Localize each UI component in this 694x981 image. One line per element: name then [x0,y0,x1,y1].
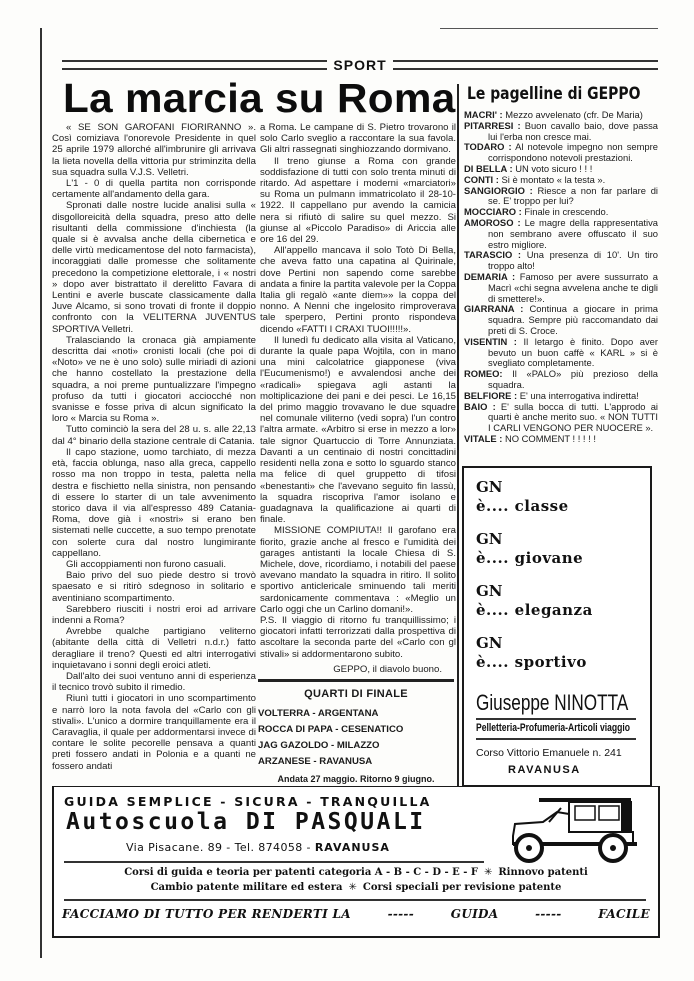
shop-categories: Pelletteria-Profumeria-Articoli viaggio [476,722,631,734]
paragraph: Riunì tutti i giocatori in uno scompartimento e narrò loro la nota favola del «Carlo con gli stivali». L'unico a dormire tranquillamente era il Caravaglia, il quale per addormentarsi invece di contare le solite pecorelle pensava a quanti preti fossero andati in Polonia e a quanti ne fossero andati [52,693,256,772]
courses-text: Corsi speciali per revisione patente [362,882,562,893]
address-city: RAVANUSA [314,841,390,854]
gn-slogan: è.... sportivo [476,653,587,671]
paragraph: MISSIONE COMPIUTA!! Il garofano era fiorito, grazie anche al fresco e l'umidità dei garages antistanti la locale Chiesa di S. Michele, dove, ricordiamo, i notabili del paese avevano mandato la squadra in ritiro. Il solito sportivo anticlericale sminuendo tali meriti sardonicamente commentava : «Meglio un Carlo oggi che un Carlino domani!». [260,525,456,615]
gn-logo: GN [476,530,503,548]
autoscuola-advertisement [52,786,660,938]
gn-slogan-block [476,478,569,516]
player-name: TODARO : [464,141,512,153]
asterisk-icon: ✳ [348,882,357,893]
courses-text: Cambio patente militare ed estera [150,882,343,893]
driving-school-tagline [62,907,650,921]
player-name: MOCCIARO : [464,206,522,218]
rating-text: Le magre della rappresentativa non sembrano avere offuscato il suo estro migliore. [488,216,658,250]
player-name: BELFIORE : [464,389,518,401]
pagelline-list [464,110,658,445]
quarti-match: VOLTERRA - ARGENTANA [258,708,379,719]
gn-slogan: è.... giovane [476,549,584,567]
player-name: DI BELLA : [464,162,513,174]
quarti-match: ROCCA DI PAPA - CESENATICO [258,724,404,735]
rating-text: Si è montato « la testa ». [501,173,606,185]
player-name: GIARRANA : [464,303,524,315]
quarti-divider [258,679,454,682]
shop-city: RAVANUSA [508,764,581,776]
player-name: BAIO : [464,400,496,412]
tagline-part: FACILE [598,907,650,921]
paragraph: Il treno giunse a Roma con grande soddisfazione di tutti con solo trenta minuti di ritardo. Ad aspettare i moderni «marciatori» su Roma un pulmann immatricolato il 28-10-1922. Il cappellano pur avendo la camicia nera si rifiutò di salire su quel mezzo. Si giunse al «Piccolo Paradiso» di Ariccia alle ore 16 del 29. [260,155,456,246]
tagline-part: ----- [535,907,562,921]
article-column-2 [260,122,456,675]
banner-rule-left [62,60,327,70]
player-name: VISENTIN : [464,335,517,347]
rating-text: Famoso per avere sussurrato a Macrì «chi segna avvelena anche te digli di smettere!». [488,270,658,304]
wheel-hub [610,845,616,851]
top-rule [440,28,658,29]
paragraph: Tutto cominciò la sera del 28 u. s. alle 22,13 dal 4° binario della stazione centrale di Catania. [52,424,256,447]
gn-logo: GN [476,634,503,652]
rating-text: Riesce a non far parlare di se. E' troppo per lui? [488,184,658,207]
rating-text: Il letargo è finito. Dopo aver bevuto un buon caffè « KARL » si è svegliato completamente. [488,335,658,369]
player-name: PITARRESI : [464,119,521,131]
address-text: Via Pisacane. 89 - Tel. 874058 - [126,841,311,854]
courses-text: Corsi di guida e teoria per patenti categoria A - B - C - D - E - F [124,867,478,878]
paragraph: Sarebbero riusciti i nostri eroi ad arrivare indenni a Roma? [52,603,256,626]
paragraph: All'appello mancava il solo Totò Di Bella, che aveva fatto una capatina al Quirinale, dove Pertini non sapendo come sarebbe andata a finire la partita valevole per la Coppa Italia gli regalò «ante diem»» la coppa del nonno. A Nenni che ingelosito rimproverava tale sperpero, Pertini pronto rispondeva dicendo «FATTI I CRAXI TUOI!!!!!». [260,245,456,335]
rating-text: Al notevole impegno non sempre corrispondono notevoli prestazioni. [488,141,658,164]
paragraph: Tralasciando la cronaca già ampiamente descritta dai «noti» cronisti locali (che poi di «Noto» ve ne è uno solo) sulle miriadi di azioni che hanno costellato la prestazione della squadra, a noi preme puntualizzare l'impegno profuso da tutti i giocatori acciocché non svanisse e fosse priva di alcun significato la loro « Marcia su Roma ». [52,334,256,425]
gn-slogan-block [476,634,587,672]
quarti-dates: Andata 27 maggio. Ritorno 9 giugno. [277,774,435,784]
section-label: SPORT [333,57,387,73]
ad-rule [476,738,636,740]
paragraph: a Roma. Le campane di S. Pietro trovarono il solo Carlo sveglio a raccontare la sua favola. Gli altri rassegnati singhiozzando dormivano. [260,122,456,156]
gn-slogan-block [476,582,593,620]
player-name: VITALE : [464,432,503,444]
gn-slogan-block [476,530,583,568]
article-column-1 [52,122,256,772]
ninotta-advertisement [462,466,652,787]
rating-entry [464,304,658,336]
driving-school-name: Autoscuola DI PASQUALI [66,809,426,835]
courses-line-2 [54,882,658,893]
rating-entry [464,250,658,272]
wheel-hub [526,845,532,851]
gn-slogan: è.... classe [476,497,569,515]
paragraph: Gli accoppiamenti non furono casuali. [66,558,226,570]
gn-logo: GN [476,582,503,600]
shop-owner-name: Giuseppe NINOTTA [476,690,629,715]
rating-text: E' una interrogativa indiretta! [519,389,639,401]
player-name: ROMEO: [464,368,503,380]
rating-text: Mezzo avvelenato (cfr. De Maria) [505,109,643,120]
car-rear [621,802,631,834]
ad-rule [64,861,484,863]
player-name: DEMARIA : [464,270,516,282]
banner-rule-right [393,60,658,70]
rating-text: Continua a giocare in prima squadra. Sempre più raccomandato dai preti di S. Croce. [488,303,658,336]
rating-entry [464,369,658,391]
rating-text: UN voto sicuro ! ! ! [515,162,593,174]
quarti-box [258,688,454,784]
player-name: CONTI : [464,173,499,185]
rating-entry [464,121,658,143]
paragraph: Il capo stazione, uomo tarchiato, di mezza età, faccia oblunga, naso alla greca, cappello rosso ma non troppo in testa, paletta nella destra e fischietto nella sinistra, non pensando di essere lo starter di un tale avvenimento storico dava il via all'espresso 489 Catania-Roma, dove già i «nostri» si erano ben sistemati nelle cuccette, a suo tempo prenotate con solerte cura dal nostro lungimirante cappellano. [52,446,256,559]
paragraph: Dall'alto dei suoi ventuno anni di esperienza il tecnico trovò subito il rimedio. [52,670,256,694]
article-headline: La marcia su Roma [63,75,456,121]
rating-entry [464,434,658,445]
player-name: MACRI' : [464,109,503,120]
tagline-part: FACCIAMO DI TUTTO PER RENDERTI LA [62,907,351,921]
courses-line-1 [54,867,658,878]
rating-text: Finale in crescendo. [524,206,609,218]
quarti-match: ARZANESE - RAVANUSA [258,756,373,767]
rating-entry [464,218,658,250]
rating-entry [464,402,658,434]
player-name: TARASCIO : [464,249,522,261]
paragraph: Il lunedì fu dedicato alla visita al Vaticano, durante la quale papa Wojtila, con in mano una mini calcolatrice giapponese (viva l'Eucumenismo!) e avvalendosi anche dei «radicali» spiegava agli astanti la moltiplicazione dei pani e dei pesci. Le 16,15 del primo maggio trovavano le due squadre nel comunale viliterno (vedi sopra) l'un contro l'altra armate. «Arbitro si erse in mezzo a lor» tale signor Quartuccio di Torre Annunziata. Davanti a un centinaio di nostri concittadini residenti nella zona e sotto lo sguardo stanco ma felice di quel gruppetto di tifosi «benestanti» che l'avevano seguito fin lassù, la squadra riscopriva l'amor isolano e guadagnava la qualificazione ai quarti di finale. [260,334,456,526]
courses-text: Rinnovo patenti [498,867,588,878]
page-margin-rule [40,28,42,958]
paragraph: Baio privo del suo piede destro si trovò spaesato e si ritirò sdegnoso in solitario e aventiniano scompartimento. [52,570,256,604]
tagline-part: GUIDA [450,907,499,921]
driving-school-address [126,841,390,854]
car-window [599,806,619,820]
rating-entry [464,337,658,369]
player-name: AMOROSO : [464,216,521,228]
rating-entry [464,142,658,164]
shop-address: Corso Vittorio Emanuele n. 241 [476,747,622,759]
article-signature: GEPPO, il diavolo buono. [333,663,442,675]
paragraph: Spronati dalle nostre lucide analisi sulla « disgolloreicità della squadra, preso atto delle risultanti della commissione d'inchiesta (la quale si è avvalsa anche della cibernetica e delle virtù medicamentose del noto farmacista), incoraggiati dalle promesse che solitamente precedono la competizione elettorale, i « nostri » dopo aver bistrattato il derelitto Favara di Lentini e averle buscate classicamente dalla Juve Alcamo, si sono trovati di fronte il doppio confronto con la VELITERNA JUVENTUS SPORTIVA Velletri. [52,200,256,335]
player-name: SANGIORGIO : [464,184,533,196]
ad-rule [476,718,636,720]
quarti-title: QUARTI DI FINALE [304,688,408,700]
rating-text: Il «PALO» più prezioso della squadra. [488,368,658,390]
car-window [575,806,595,820]
paragraph: « SE SON GAROFANI FIORIRANNO ». Così comiziava l'onorevole Presidente in quel 25 aprile 1979 allorché all'imbrunire gli arrivava la lieta novella della vittoria pur striminzita della sua squadra sulla V.J.S. Velletri. [52,122,256,178]
paragraph: Avrebbe qualche partigiano veliterno (abitante della città di Velletri n.d.r.) fatto deragliare il treno? Questi ed altri interrogativi inquietavano i sonni degli eroici atleti. [52,626,256,671]
section-banner [62,58,658,72]
paragraph: L'1 - 0 di quella partita non corrisponde certamente all'andamento della gara. [52,178,256,201]
pagelline-title: Le pagelline di GEPPO [467,84,641,104]
gn-logo: GN [476,478,503,496]
quarti-match: JAG GAZOLDO - MILAZZO [258,740,380,751]
rating-text: Una presenza di 10'. Un tiro troppo alto! [488,249,658,272]
tagline-part: ----- [387,907,414,921]
rating-text: NO COMMENT ! ! ! ! ! [504,432,596,444]
rating-text: E' sulla bocca di tutti. L'approdo ai quarti è anche merito suo. « NON TUTTI I CARLI VENGONO PER NUOCERE ». [488,400,658,434]
vintage-car-illustration [509,792,649,864]
ad-rule [64,899,646,901]
column-divider [457,84,459,788]
gn-slogan: è.... eleganza [476,601,593,619]
rating-entry [464,186,658,208]
driving-school-slogan: GUIDA SEMPLICE - SICURA - TRANQUILLA [64,794,432,809]
rating-text: Buon cavallo baio, dove passa lui l'erba non cresce mai. [488,119,659,142]
rating-entry [464,272,658,304]
paragraph: P.S. Il viaggio di ritorno fu tranquillissimo; i giocatori infatti terrorizzati dalla prospettiva di ascoltare la seconda parte del «Carlo con gl stivali» si addormentarono subito. [260,614,456,660]
asterisk-icon: ✳ [483,867,493,878]
